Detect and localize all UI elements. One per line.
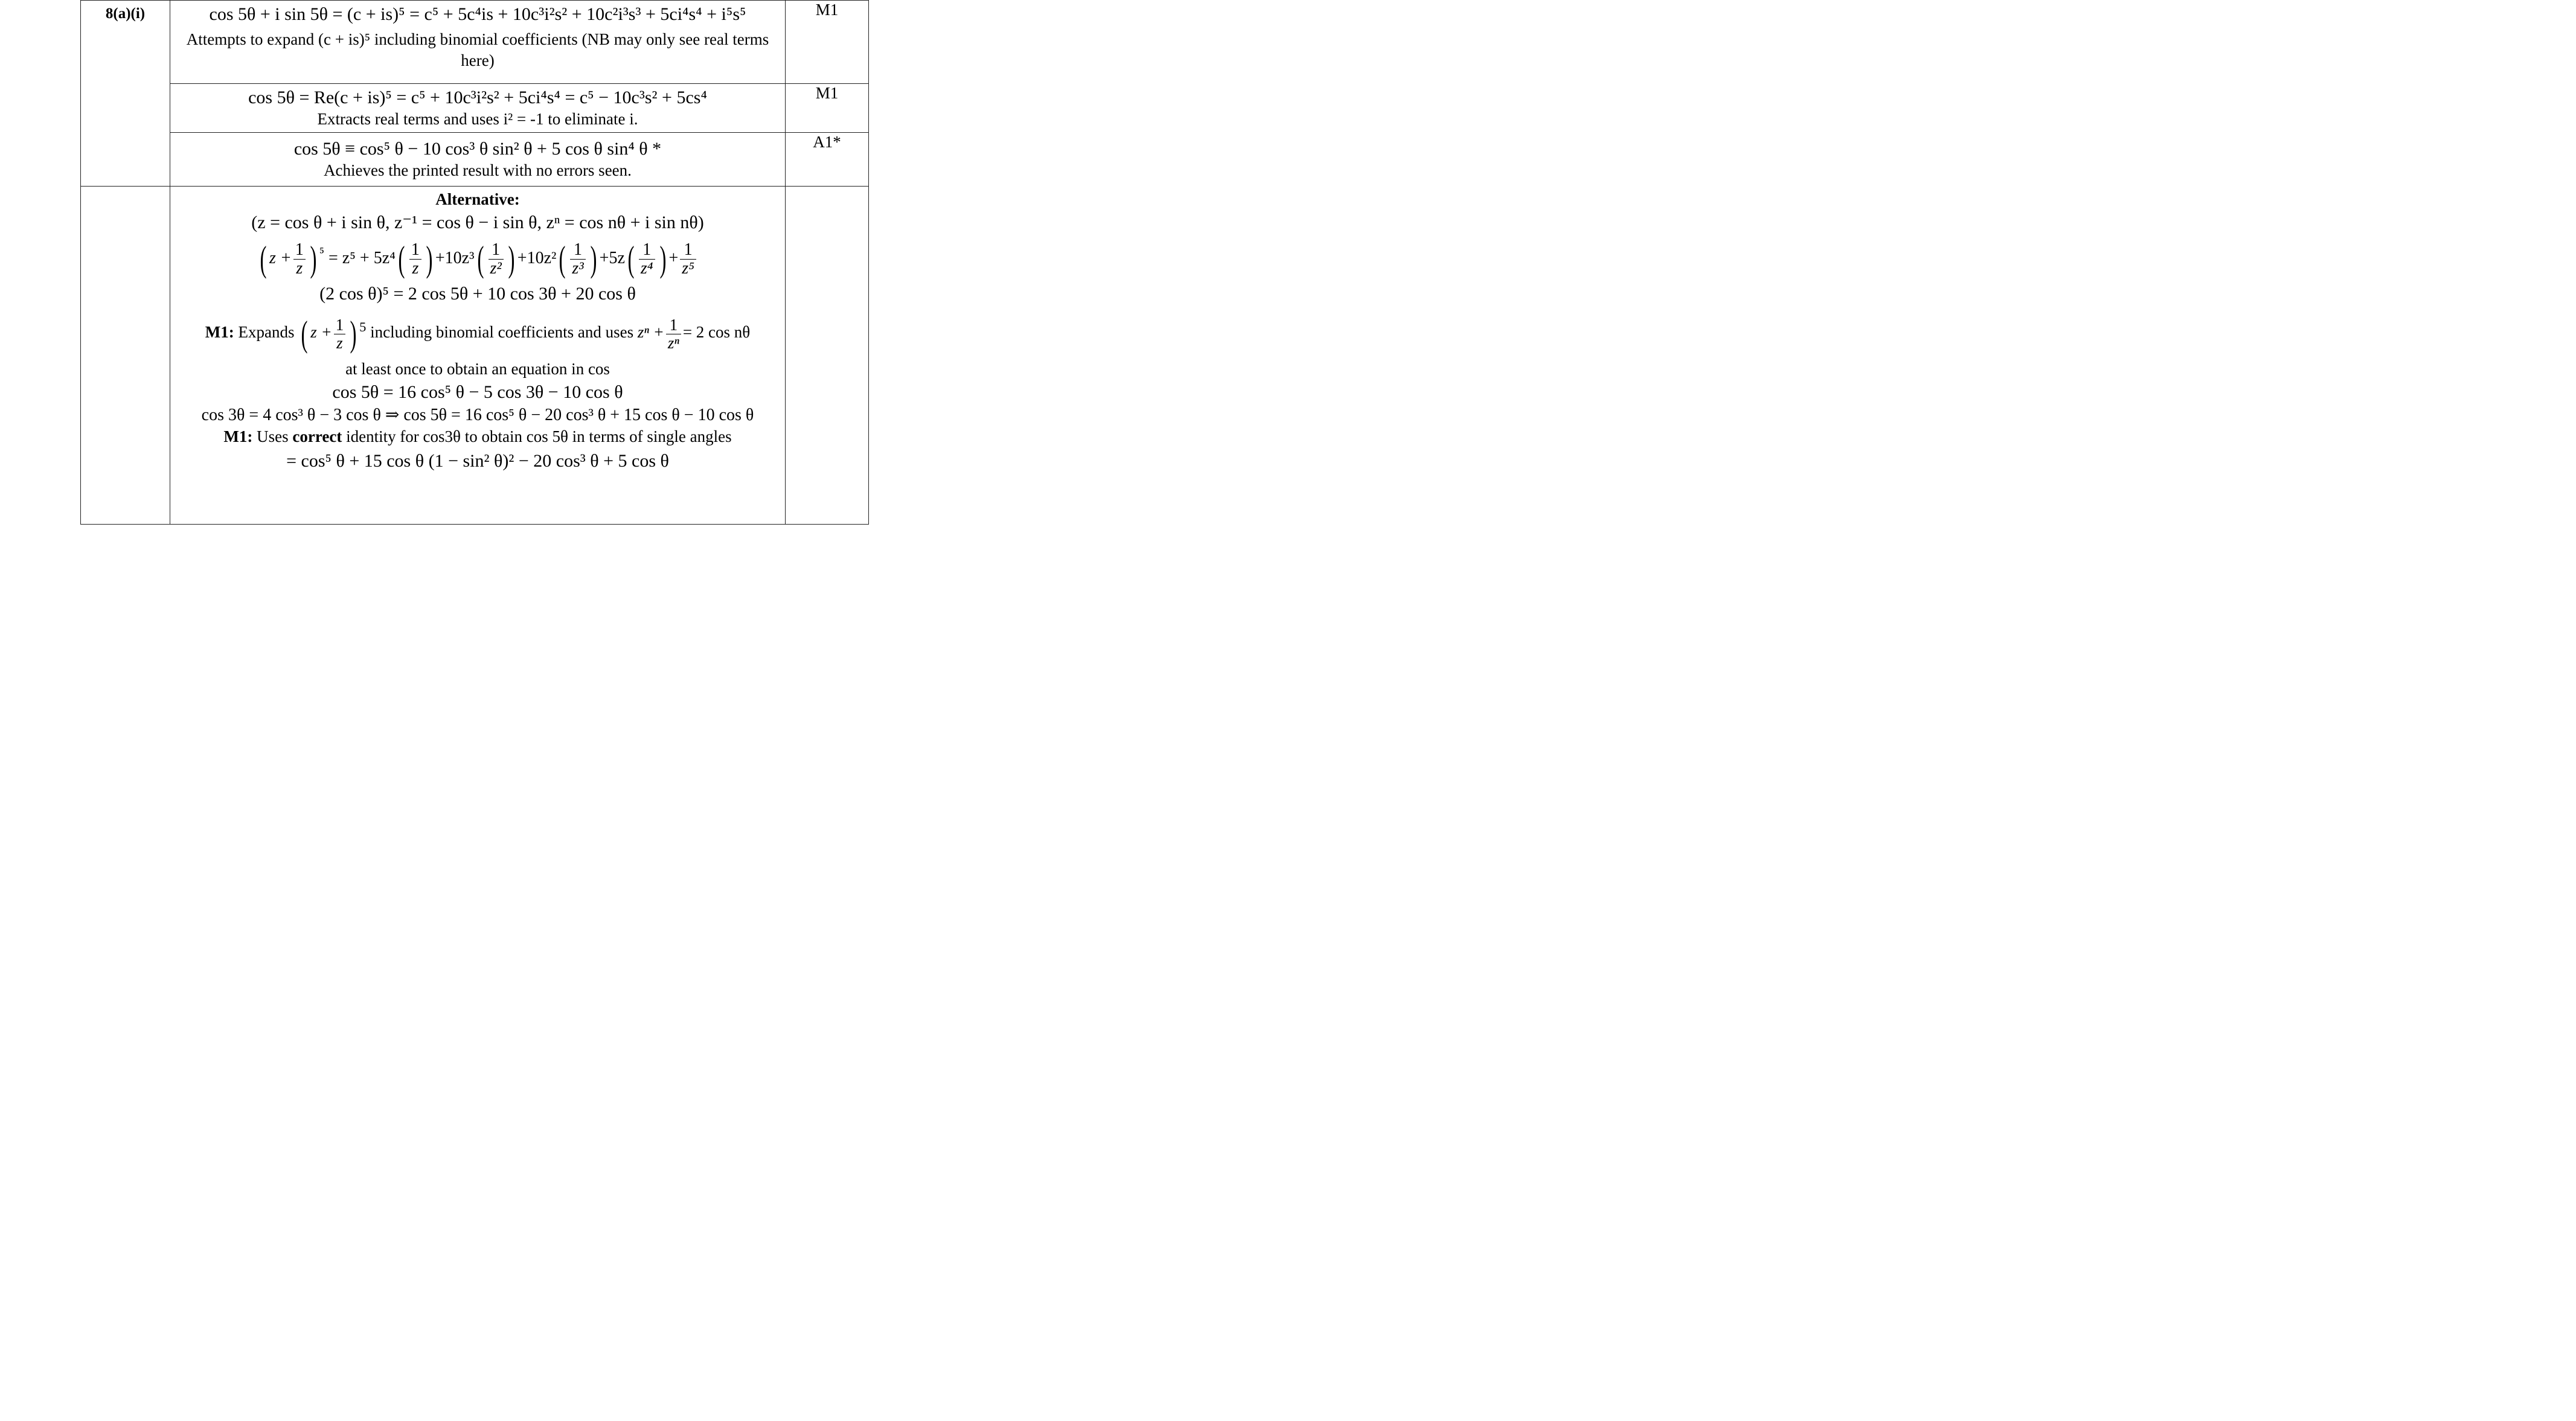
alternative-cell: [170, 187, 786, 525]
right-paren: ): [310, 238, 317, 279]
fraction: $\frac{1}{\text{z⁵}}$: [680, 241, 696, 277]
m1-text: including binomial coefficients and uses: [370, 323, 634, 342]
left-paren: (: [301, 314, 308, 354]
mark-scheme-table: [80, 0, 869, 525]
rhs-term: +5z: [599, 248, 625, 267]
fraction: $\frac{1}{z}$: [293, 241, 306, 277]
real-part-equation: cos 5θ = Re(c + is)⁵ = c⁵ + 10c³i²s² + 5ci⁴s⁴ = c⁵ − 10c³s² + 5cs⁴: [248, 88, 707, 107]
result-term: = 2 cos nθ: [682, 323, 751, 342]
table-row: [81, 1, 869, 84]
rhs-term: +: [668, 248, 679, 267]
answer-cell: [170, 133, 786, 187]
question-cell: [81, 187, 170, 525]
mark-cell: [786, 133, 869, 187]
right-paren: ): [508, 238, 515, 279]
mark-label: A1*: [813, 133, 841, 151]
mark-cell: [786, 187, 869, 525]
m1-text: Uses: [257, 427, 289, 445]
mark-cell: [786, 1, 869, 84]
left-paren: (: [398, 238, 405, 279]
accuracy-note: Achieves the printed result with no errors seen.: [324, 161, 632, 179]
fraction: $\frac{1}{\text{z³}}$: [570, 241, 585, 277]
power: ⁵: [319, 244, 324, 261]
left-paren: (: [260, 238, 267, 279]
left-paren: (: [627, 238, 635, 279]
power: 5: [359, 319, 367, 335]
right-paren: ): [426, 238, 433, 279]
fraction: $\frac{1}{z}$: [409, 241, 421, 277]
m1-continuation: at least once to obtain an equation in cos: [345, 360, 610, 378]
m1-label: M1:: [223, 427, 253, 445]
m1-expands-line: [170, 310, 785, 357]
mark-scheme-page: [0, 0, 947, 522]
right-paren: ): [590, 238, 597, 279]
printed-result-equation: cos 5θ ≡ cos⁵ θ − 10 cos³ θ sin² θ + 5 cos θ sin⁴ θ *: [293, 139, 662, 159]
cos3-line: cos 3θ = 4 cos³ θ − 3 cos θ ⇒ cos 5θ = 16 cos⁵ θ − 20 cos³ θ + 15 cos θ − 10 cos θ: [201, 405, 754, 424]
rhs-term: +10z²: [517, 248, 557, 267]
mark-cell: [786, 84, 869, 133]
right-paren: ): [659, 238, 667, 279]
table-row: [81, 187, 869, 525]
alternative-heading: Alternative:: [435, 190, 520, 208]
answer-cell: [170, 1, 786, 84]
fraction: $\frac{1}{\text{z⁴}}$: [639, 241, 655, 277]
m1-text: identity for cos3θ to obtain cos 5θ in terms of single angles: [346, 427, 732, 445]
answer-cell: [170, 84, 786, 133]
fraction: $\frac{1}{\text{zⁿ}}$: [666, 316, 681, 351]
table-row: [81, 133, 869, 187]
emphasis-word: correct: [292, 427, 342, 445]
lhs-expression: z +: [269, 248, 292, 267]
binomial-expansion-line: [170, 238, 785, 280]
left-paren: (: [477, 238, 484, 279]
definition-line: (z = cos θ + i sin θ, z⁻¹ = cos θ − i sin θ, zⁿ = cos nθ + i sin nθ): [251, 212, 704, 233]
right-paren: ): [350, 314, 357, 354]
rhs-term: +10z³: [435, 248, 475, 267]
method-note: Extracts real terms and uses i² = -1 to eliminate i.: [317, 109, 638, 128]
fraction: $\frac{1}{\text{z²}}$: [489, 241, 504, 277]
m1-label: M1:: [205, 323, 234, 342]
cos5-line: cos 5θ = 16 cos⁵ θ − 5 cos 3θ − 10 cos θ: [332, 382, 623, 403]
question-number: 8(a)(i): [105, 5, 146, 22]
rhs-term: = z⁵ + 5z⁴: [328, 248, 396, 267]
m1-text: Expands: [238, 323, 295, 342]
mark-label: M1: [815, 84, 839, 102]
expansion-equation: cos 5θ + i sin 5θ = (c + is)⁵ = c⁵ + 5c⁴is + 10c³i²s² + 10c²i³s³ + 5ci⁴s⁴ + i⁵s⁵: [209, 4, 746, 24]
zn-term: zⁿ +: [637, 323, 664, 342]
m1-uses-line: [170, 426, 785, 447]
question-cell: [81, 1, 170, 187]
fraction: $\frac{1}{z}$: [334, 316, 346, 351]
method-note: Attempts to expand (c + is)⁵ including binomial coefficients (NB may only see real terms here): [186, 30, 769, 69]
table-row: [81, 84, 869, 133]
left-paren: (: [559, 238, 566, 279]
cos-power-line: (2 cos θ)⁵ = 2 cos 5θ + 10 cos 3θ + 20 cos θ: [319, 283, 636, 304]
paren-expression: z +: [310, 323, 332, 342]
final-line: = cos⁵ θ + 15 cos θ (1 − sin² θ)² − 20 cos³ θ + 5 cos θ: [286, 450, 669, 471]
mark-label: M1: [815, 1, 839, 19]
